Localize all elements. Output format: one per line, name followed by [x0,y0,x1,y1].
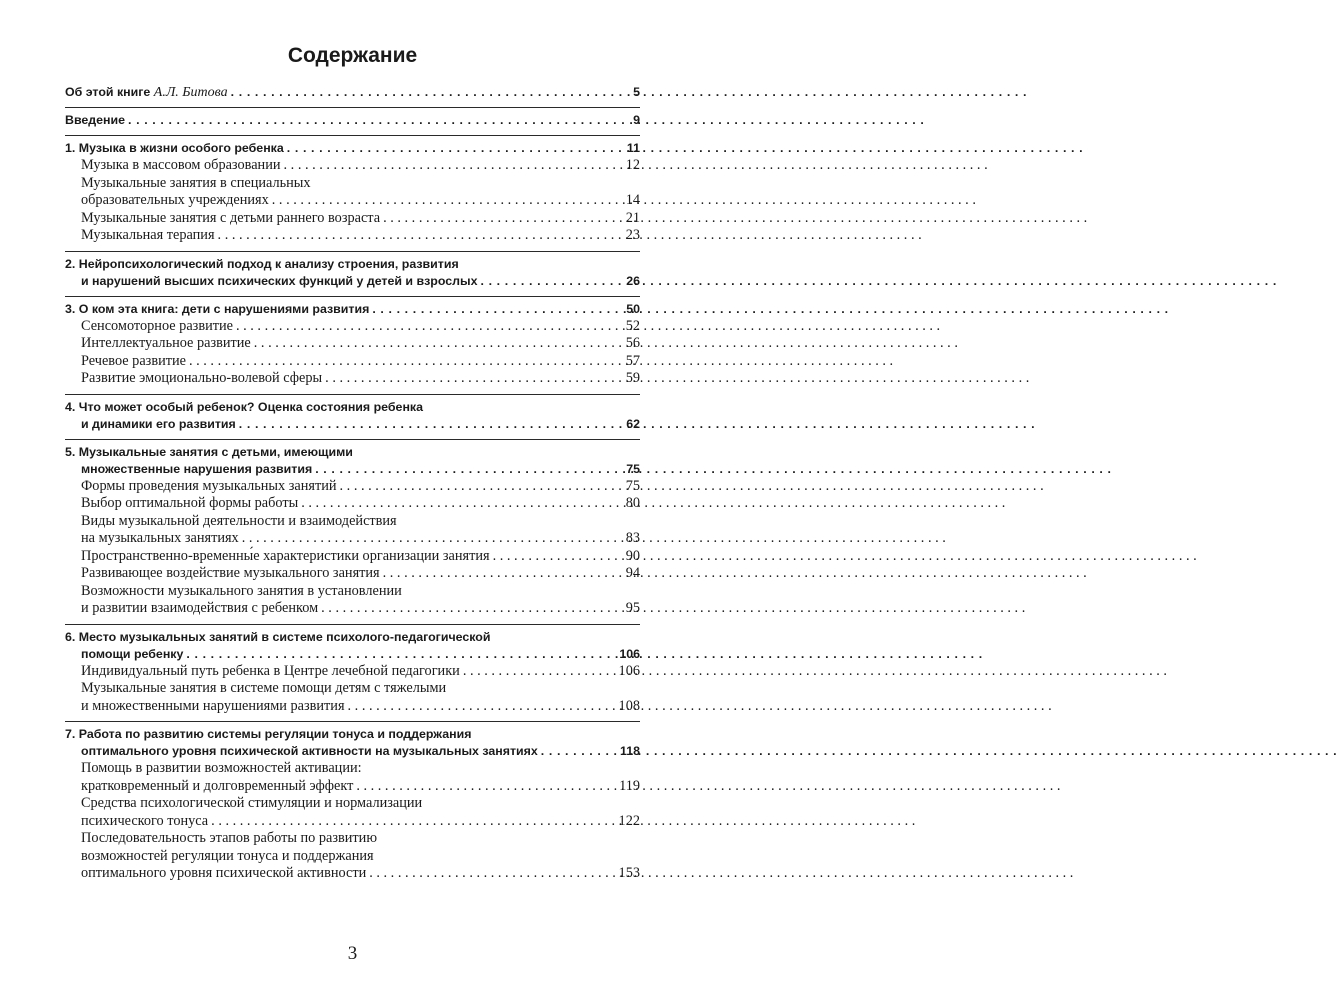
toc-section-chapter-6 [65,629,640,723]
dot-leader [189,353,623,371]
toc-subentry: на музыкальных занятиях . . . 83 [65,530,640,548]
dot-leader [383,210,623,228]
toc-subentry: кратковременный и долговременный эффект . . . 119 [65,778,640,796]
toc-section-chapter-5 [65,444,640,625]
chapter-title: оптимального уровня психической активности на музыкальных занятиях [81,744,538,758]
page-number: 57 [625,352,640,369]
toc-subentry: и развитии взаимодействия с ребенком . . . 95 [65,600,640,618]
dot-leader [236,318,623,336]
page-number: 12 [625,157,640,173]
page-number: 14 [625,192,640,208]
chapter-title: 3. О ком эта книга: дети с нарушениями развития [65,301,370,316]
page-number: 56 [625,335,640,351]
dot-leader [493,548,623,566]
page-number: 75 [625,477,640,494]
page-folio-number: 3 [347,943,358,964]
dot-leader [284,157,623,175]
chapter-heading [65,301,640,318]
dot-leader [301,495,622,513]
page-number: 153 [618,865,640,881]
page-number: 108 [618,697,640,714]
chapter-title-line: 4. Что может особый ребенок? Оценка состояния ребенка [65,399,424,414]
toc-subentry-line: Музыкальные занятия в специальных [81,174,311,191]
dot-leader [356,778,616,796]
toc-subentry-line: Последовательность этапов работы по развитию [81,830,378,846]
page-number: 122 [618,812,640,829]
entry-author: А.Л. Битова [153,85,228,100]
toc-subentry: Речевое развитие . . . 57 [65,353,640,371]
page-number: 59 [625,370,640,386]
page-number: 80 [625,495,640,511]
dot-leader [186,646,616,663]
chapter-heading [65,416,640,433]
toc-subentry: Индивидуальный путь ребенка в Центре лечебной педагогики . . . 106 [65,663,640,681]
page-number: 106 [618,662,640,679]
page-number: 95 [625,600,640,616]
dot-leader [254,335,623,353]
dot-leader [463,663,616,681]
toc-section-chapter-2 [65,256,640,297]
chapter-title: 1. Музыка в жизни особого ребенка [65,141,284,155]
toc-subentry-line: Музыкальные занятия в системе помощи детям с тяжелыми [81,680,447,696]
toc-subentry: Музыкальная терапия . . . 23 [65,227,640,245]
toc-subentry: Формы проведения музыкальных занятий . . . 75 [65,478,640,496]
page-number: 50 [626,301,640,316]
dot-leader [541,743,617,760]
toc-section-chapter-1 [65,140,640,252]
dot-leader [372,301,623,318]
dot-leader [242,530,623,548]
dot-leader [369,865,615,883]
toc-section-chapter-3 [65,301,640,395]
page-number: 118 [620,744,640,758]
page-number: 119 [619,777,640,794]
page-title: Содержание [287,44,418,67]
page-number: 52 [625,317,640,334]
chapter-heading [65,646,640,663]
toc-subentry: и множественными нарушениями развития . . . 108 [65,698,640,716]
page-number: 90 [625,547,640,564]
toc-subentry: Интеллектуальное развитие . . . 56 [65,335,640,353]
entry-label: Введение [65,113,126,127]
toc-subentry: Музыка в массовом образовании . . . 12 [65,157,640,175]
toc-subentry: оптимального уровня психической активности . . . 153 [65,865,640,883]
toc-section-intro [65,112,640,136]
toc-entry [65,112,640,129]
dot-leader [340,478,623,496]
toc-section-about [65,84,640,108]
toc-subentry: Сенсомоторное развитие . . . 52 [65,318,640,336]
page-number: 62 [626,416,640,431]
dot-leader [239,416,623,433]
toc-entry [65,84,640,101]
toc-section-chapter-4 [65,399,640,440]
entry-label: Об этой книге [65,85,151,99]
chapter-title-line: 5. Музыкальные занятия с детьми, имеющими [65,444,353,459]
page-number: 21 [625,209,640,226]
toc-subentry-line: Возможности музыкального занятия в установлении [81,582,402,599]
page-number: 83 [625,530,640,546]
toc-subentry-line: Помощь в развитии возможностей активации: [81,760,362,776]
toc-subentry: Музыкальные занятия с детьми раннего возраста . . . 21 [65,210,640,228]
chapter-title-line: 7. Работа по развитию системы регуляции тонуса и поддержания [65,727,472,741]
toc-section-chapter-7 [65,726,640,889]
page-number: 75 [626,461,640,476]
page-number: 5 [633,85,640,99]
dot-leader [272,192,623,210]
chapter-title-line: 2. Нейропсихологический подход к анализу строения, развития [65,256,459,271]
dot-leader [480,273,623,290]
page-number: 9 [633,113,640,127]
dot-leader [218,227,623,245]
toc-subentry: образовательных учреждениях . . . 14 [65,192,640,210]
chapter-title-line: 6. Место музыкальных занятий в системе психолого-педагогической [65,629,491,644]
toc-subentry-line: Средства психологической стимуляции и нормализации [81,795,423,811]
toc-subentry: психического тонуса . . . 122 [65,813,640,831]
chapter-title: множественные нарушения развития [81,461,313,476]
dot-leader [287,140,624,157]
toc-subentry-line: возможностей регуляции тонуса и поддержания [81,847,374,864]
chapter-heading [65,743,640,760]
toc-subentry-line: Виды музыкальной деятельности и взаимодействия [81,512,397,529]
dot-leader [383,565,623,583]
page-number: 23 [625,227,640,243]
chapter-heading [65,140,640,157]
toc-subentry: Развивающее воздействие музыкального занятия . . . 94 [65,565,640,583]
page-number: 94 [625,565,640,581]
page-number: 11 [626,141,640,155]
dot-leader [325,370,623,388]
dot-leader [321,600,623,618]
toc-subentry: Пространственно-временны́е характеристики организации занятия . . . 90 [65,548,640,566]
chapter-title: и нарушений высших психических функций у детей и взрослых [81,273,478,288]
chapter-title: и динамики его развития [81,416,236,431]
chapter-heading [65,461,640,478]
toc-subentry: Выбор оптимальной формы работы . . . 80 [65,495,640,513]
dot-leader [128,112,630,129]
dot-leader [315,461,623,478]
chapter-heading [65,273,640,290]
page-number: 106 [619,646,640,661]
page-number: 26 [626,273,640,288]
chapter-title: помощи ребенку [81,646,184,661]
dot-leader [211,813,615,831]
dot-leader [348,698,616,716]
dot-leader [231,84,630,101]
toc-subentry: Развитие эмоционально-волевой сферы . . . 59 [65,370,640,388]
table-of-contents [65,84,640,893]
